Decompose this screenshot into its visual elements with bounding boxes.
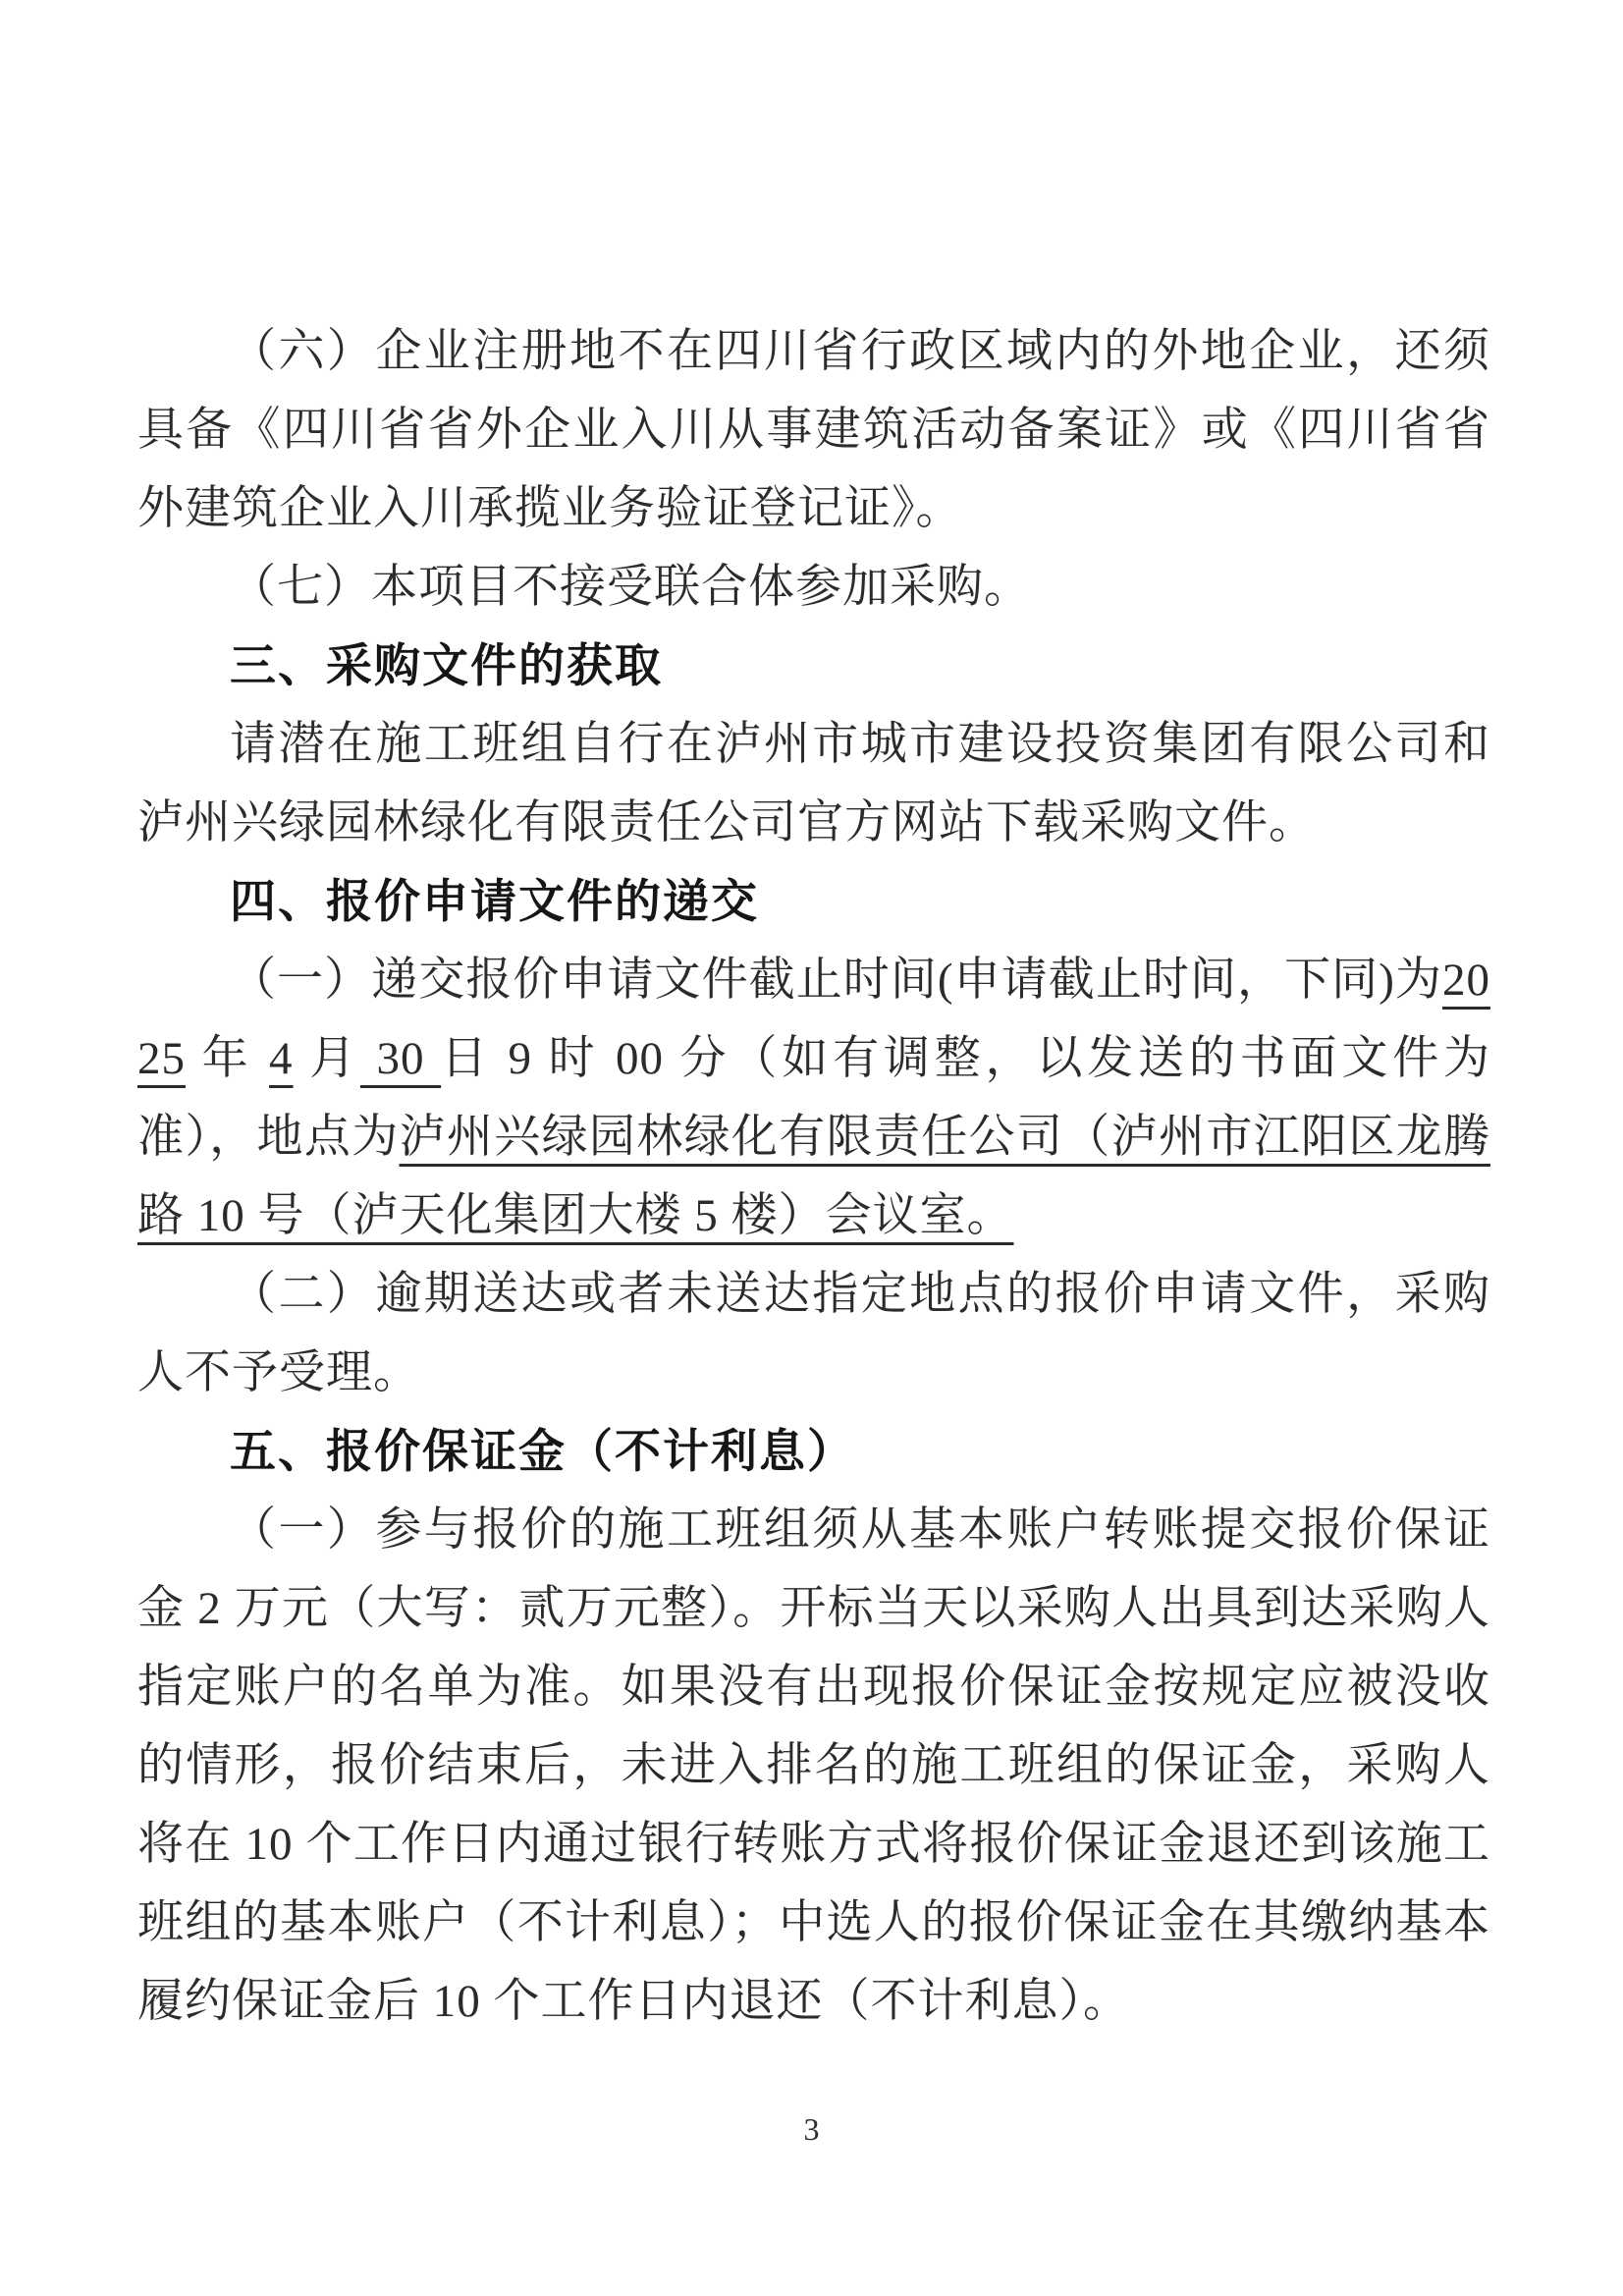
section-five-clause-one [137,1491,1490,2041]
section-three-heading [137,627,1490,705]
document-content [137,312,1490,2041]
text-segment: 五、报价保证金（不计利息） [230,1425,855,1477]
text-segment: 年 [186,1033,269,1084]
clause-six [137,312,1490,548]
section-four-clause-one [137,941,1490,1255]
section-three-body [137,705,1490,862]
text-segment: （二）逾期送达或者未送达指定地点的报价申请文件，采购人不予受理。 [137,1269,1490,1398]
page-number: 3 [803,2111,820,2147]
section-four-clause-two [137,1255,1490,1412]
text-segment: 日 9 时 00 分（如有调整，以发送的书面文件为准），地点为 [137,1033,1491,1163]
text-segment: 请潜在施工班组自行在泸州市城市建设投资集团有限公司和泸州兴绿园林绿化有限责任公司官方网站下载采购文件。 [137,719,1490,848]
text-segment: 三、采购文件的获取 [230,639,663,691]
text-segment: （七）本项目不接受联合体参加采购。 [230,562,1031,613]
underlined-text: 泸州兴绿园林绿化有限责任公司（泸州市江阳区龙腾路 10 号（泸天化集团大楼 5 楼）会议室。 [137,1112,1491,1241]
clause-seven [137,548,1490,627]
underlined-text: 2025 [137,955,1490,1084]
text-segment: （一）递交报价申请文件截止时间(申请截止时间，下同)为 [230,955,1442,1006]
underlined-text: 4 [269,1033,294,1084]
text-segment: 月 [293,1033,360,1084]
underlined-text: 30 [359,1033,442,1084]
page-footer [0,2111,1623,2148]
section-five-heading [137,1412,1490,1491]
text-segment: （六）企业注册地不在四川省行政区域内的外地企业，还须具备《四川省省外企业入川从事建筑活动备案证》或《四川省省外建筑企业入川承揽业务验证登记证》。 [137,326,1490,534]
section-four-heading [137,862,1490,941]
text-segment: （一）参与报价的施工班组须从基本账户转账提交报价保证金 2 万元（大写：贰万元整）。开标当天以采购人出具到达采购人指定账户的名单为准。如果没有出现报价保证金按规定应被没收的情形，报价结束后，未进入排名的施工班组的保证金，采购人将在 10 个工作日内通过银行转账方式将报价保证金退还到该施工班组的基本账户（不计利息）；中选人的报价保证金在其缴纳基本履约保证金后 10 个工作日内退还（不计利息）。 [137,1504,1490,2027]
text-segment: 四、报价申请文件的递交 [230,875,759,927]
